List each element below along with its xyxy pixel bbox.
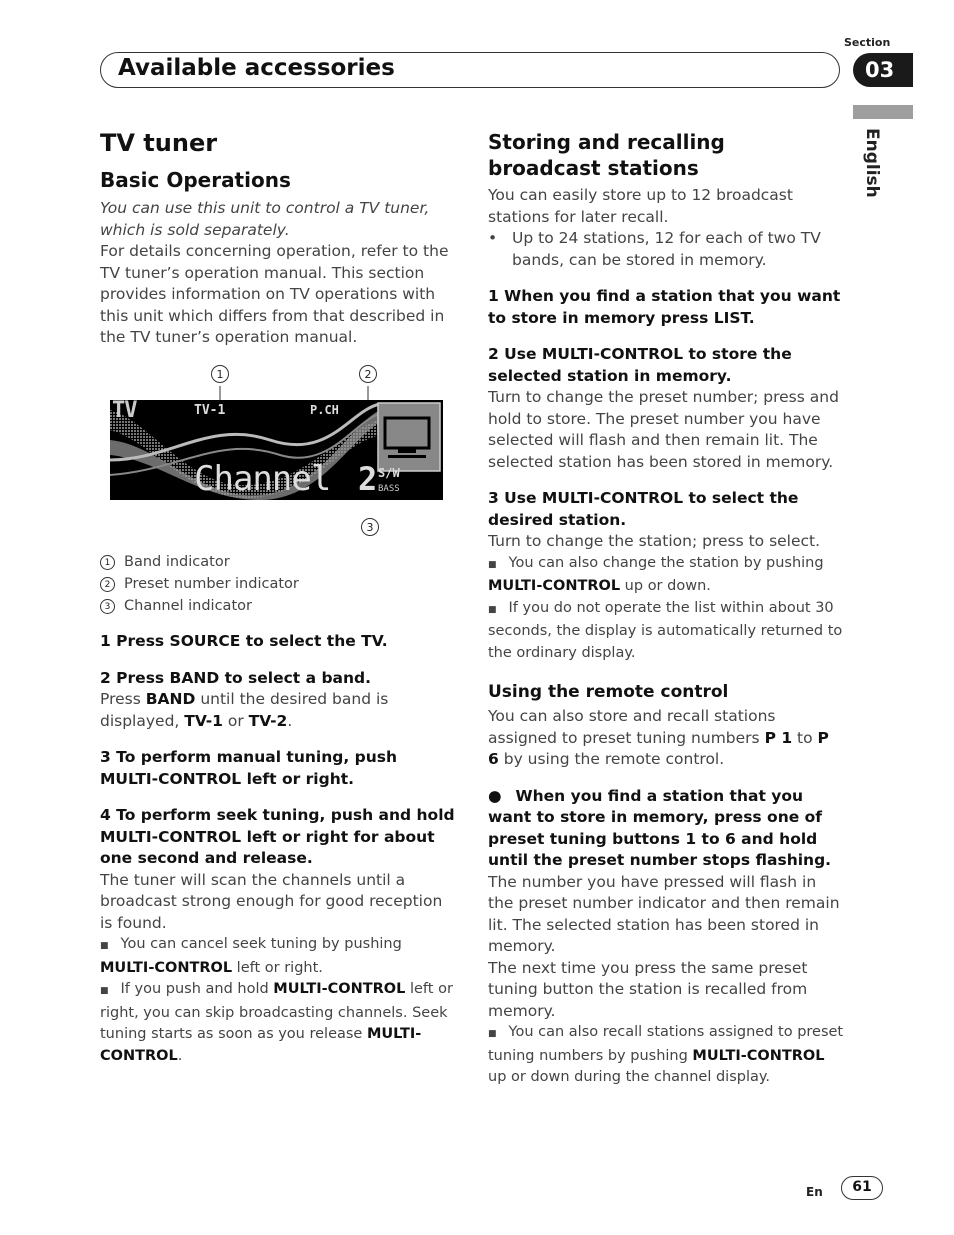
language-tab-marker — [853, 105, 913, 119]
section-number-badge: 03 — [853, 53, 913, 87]
storing-heading: Storing and recalling broadcast stations — [488, 130, 725, 180]
right-step-2-body: Turn to change the preset number; press and hold to store. The preset number you have selected will flash and then remain lit. The selected station has been stored in memory. — [488, 388, 839, 471]
left-step-2: 2 Press BAND to select a band. — [100, 668, 372, 687]
left-step-1: 1 Press SOURCE to select the TV. — [100, 632, 388, 650]
left-step-2-body: Press BAND until the desired band is displayed, TV-1 or TV-2. — [100, 690, 389, 730]
intro-text: For details concerning operation, refer to the TV tuner’s operation manual. This section provides information on TV operations with this unit which differs from that described in the TV tuner’s operation manual. — [100, 242, 449, 346]
page-title: Available accessories — [118, 55, 395, 81]
intro-italic: You can use this unit to control a TV tuner, which is sold separately. — [100, 199, 430, 239]
left-step-4-body: The tuner will scan the channels until a broadcast strong enough for good reception is found. — [100, 870, 443, 932]
callout-1: 1 — [211, 365, 229, 383]
right-step-2: 2 Use MULTI-CONTROL to store the selected station in memory. — [488, 345, 792, 385]
left-note-2: ■ If you push and hold MULTI-CONTROL left or right, you can skip broadcasting channels. Seek tuning starts as soon as you release MULTI-CONTROL. — [100, 981, 453, 1064]
remote-body-1: The number you have pressed will flash in the preset number indicator and then remain lit. The selected station has been stored in memory. — [488, 872, 840, 955]
right-step-1: 1 When you find a station that you want to store in memory press LIST. — [488, 287, 841, 327]
right-note-1: ■ You can also change the station by pushing MULTI-CONTROL up or down. — [488, 554, 824, 594]
left-column — [100, 128, 455, 349]
left-step-4: 4 To perform seek tuning, push and hold MULTI-CONTROL left or right for about one second and release. — [100, 806, 455, 867]
callout-3: 3 — [361, 518, 379, 536]
legend-item: 1 Band indicator — [100, 551, 299, 573]
tv-display-illustration — [110, 400, 443, 500]
remote-control-heading: Using the remote control — [488, 682, 729, 702]
remote-intro: You can also store and recall stations assigned to preset tuning numbers P 1 to P 6 by using the remote control. — [488, 707, 829, 768]
section-label: Section — [844, 36, 891, 49]
display-legend — [100, 551, 299, 617]
remote-body-2: The next time you press the same preset tuning button the station is recalled from memory. — [488, 958, 808, 1020]
display-channel-indicator: Channel — [194, 459, 331, 499]
remote-step: ● When you find a station that you want to store in memory, press one of preset tuning buttons 1 to 6 and hold until the preset number stops flashing. — [488, 786, 832, 869]
callout-2: 2 — [359, 365, 377, 383]
display-preset-number: 2 — [358, 460, 378, 498]
storing-bullet: • Up to 24 stations, 12 for each of two TV bands, can be stored in memory. — [488, 229, 821, 269]
display-pch-label: P.CH — [310, 403, 339, 417]
display-bass-label: BASS — [378, 484, 400, 494]
storing-intro: You can easily store up to 12 broadcast stations for later recall. — [488, 186, 793, 226]
display-band-indicator: TV-1 — [194, 403, 226, 418]
right-step-3-body: Turn to change the station; press to select. — [488, 532, 821, 550]
footer-language: En — [806, 1185, 823, 1199]
right-column — [488, 129, 844, 1089]
left-step-3: 3 To perform manual tuning, push MULTI-CONTROL left or right. — [100, 748, 398, 788]
basic-operations-heading: Basic Operations — [100, 168, 291, 192]
display-sw-label: S/W — [378, 466, 400, 480]
legend-item: 3 Channel indicator — [100, 595, 299, 617]
display-tv-label: TV — [112, 398, 137, 423]
left-steps — [100, 631, 456, 1067]
page-number: 61 — [841, 1176, 883, 1200]
language-label: English — [862, 128, 882, 198]
legend-item: 2 Preset number indicator — [100, 573, 299, 595]
right-note-2: ■ If you do not operate the list within about 30 seconds, the display is automatically returned to the ordinary display. — [488, 599, 843, 661]
left-note-1: ■ You can cancel seek tuning by pushing MULTI-CONTROL left or right. — [100, 936, 402, 976]
tv-tuner-heading: TV tuner — [100, 129, 218, 157]
right-step-3: 3 Use MULTI-CONTROL to select the desired station. — [488, 489, 799, 529]
right-note-3: ■ You can also recall stations assigned to preset tuning numbers by pushing MULTI-CONTROL up or down during the channel display. — [488, 1024, 844, 1085]
